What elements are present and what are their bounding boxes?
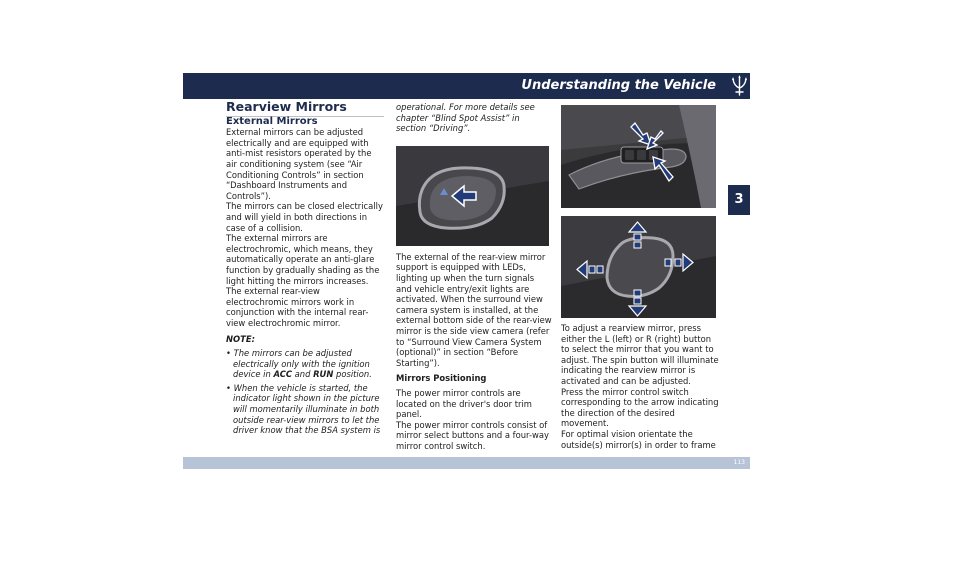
page-header-bar	[183, 73, 750, 99]
mirror-adjustment-figure	[561, 216, 716, 318]
trident-logo-icon	[729, 73, 750, 99]
note-bullet: • The mirrors can be adjusted electrically only with the ignition device in ACC and RUN position.	[226, 348, 372, 380]
chapter-tab: 3	[728, 185, 750, 215]
body-paragraph: Press the mirror control switch corresponding to the arrow indicating the direction of the desired movement.	[561, 386, 719, 429]
door-panel-controls-figure	[561, 105, 716, 208]
page-footer-bar	[183, 457, 750, 469]
body-paragraph: The mirrors can be closed electrically and will yield in both directions in case of a collision.	[226, 201, 383, 233]
note-keyword-run: RUN	[313, 369, 334, 380]
page-number: 113	[733, 459, 745, 466]
chapter-header-title: Understanding the Vehicle	[521, 78, 716, 93]
column-left	[226, 99, 384, 436]
body-paragraph: External mirrors can be adjusted electrically and are equipped with anti-mist resistors operated by the air conditioning system (see “Air Conditioning Controls” in section “Dashboard Instruments and Controls”).	[226, 127, 372, 201]
note-label: NOTE:	[226, 334, 255, 345]
column-right	[561, 102, 719, 450]
mirror-indicator-figure	[396, 146, 549, 246]
section-title: Rearview Mirrors	[226, 102, 384, 117]
note-bullet: • When the vehicle is started, the indicator light shown in the picture will momentarily illuminate in both outside rear-view mirrors to let the driver know that the BSA system is	[226, 382, 381, 436]
body-paragraph: The external mirrors are electrochromic, which means, they automatically operate an anti-glare function by gradually shading as the light hitting the mirrors increases.	[226, 233, 380, 286]
body-paragraph: To adjust a rearview mirror, press either the L (left) or R (right) button to select the mirror that you want to adjust. The spin button will illuminate indicating the rearview mirror is activated and can be adjusted.	[561, 323, 719, 386]
note-keyword-acc: ACC	[273, 369, 292, 380]
body-paragraph: The power mirror controls are located on the driver's door trim panel.	[396, 387, 532, 420]
note-text: position.	[333, 369, 372, 380]
body-paragraph: For optimal vision orientate the outside(s) mirror(s) in order to frame	[561, 428, 716, 450]
note-text: When the vehicle is started, the indicator light shown in the picture will momentarily illuminate in both outside rear-view mirrors to let the driver know that the BSA system is	[233, 382, 381, 436]
subsection-title: External Mirrors	[226, 115, 318, 127]
body-paragraph: The external rear-view electrochromic mirrors work in conjunction with the internal rear-view electrochromic mirror.	[226, 286, 369, 328]
body-paragraph: The external of the rear-view mirror support is equipped with LEDs, lighting up when the turn signals and vehicle entry/exit lights are activated. When the surround view camera system is installed, at the external bottom side of the rear-view mirror is the side view camera (refer to “Surround View Camera System (optional)” in section “Before Starting”).	[396, 251, 552, 368]
mirrors-positioning-label: Mirrors Positioning	[396, 373, 487, 384]
column-middle	[396, 102, 552, 451]
body-paragraph: The power mirror controls consist of mirror select buttons and a four-way mirror control switch.	[396, 419, 549, 451]
continued-note-text: operational. For more details see chapter “Blind Spot Assist” in section “Driving”.	[396, 102, 535, 134]
note-text: The mirrors can be adjusted electrically only with the ignition device in	[233, 348, 370, 380]
note-text: and	[292, 369, 314, 380]
